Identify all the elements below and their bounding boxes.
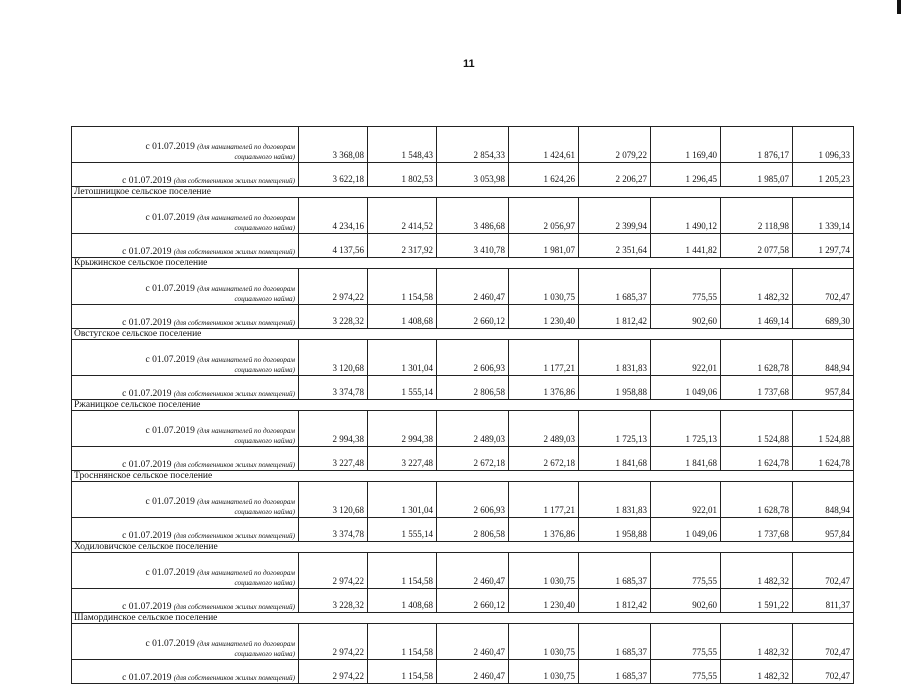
tariff-value-cell: 2 974,22 <box>299 624 368 660</box>
tariff-value-cell: 957,84 <box>793 518 854 542</box>
tariff-value-cell: 1 812,42 <box>579 305 651 329</box>
tariff-value-cell: 1 049,06 <box>651 518 721 542</box>
owner-row-label <box>72 518 299 542</box>
tariff-value-cell: 922,01 <box>651 482 721 518</box>
tariff-value-cell: 1 154,58 <box>368 553 437 589</box>
owner-row-label <box>72 589 299 613</box>
tariff-value-cell: 1 030,75 <box>509 553 579 589</box>
tariff-value-cell: 702,47 <box>793 269 854 305</box>
label-line-1 <box>75 141 295 152</box>
tariff-value-cell: 2 489,03 <box>437 411 509 447</box>
settlement-name: Тросннянское сельское поселение <box>72 471 854 482</box>
tariff-value-cell: 775,55 <box>651 624 721 660</box>
tariff-value-cell: 1 169,40 <box>651 127 721 163</box>
tariff-value-cell: 702,47 <box>793 624 854 660</box>
label-line-1 <box>75 212 295 223</box>
tariff-value-cell: 2 606,93 <box>437 482 509 518</box>
tariff-value-cell: 2 806,58 <box>437 518 509 542</box>
tariff-value-cell: 2 672,18 <box>437 447 509 471</box>
tariff-value-cell: 3 228,32 <box>299 305 368 329</box>
label-line-1 <box>75 354 295 365</box>
tariff-value-cell: 1 030,75 <box>509 269 579 305</box>
label-line-1 <box>75 496 295 507</box>
tariff-value-cell: 1 524,88 <box>721 411 793 447</box>
rent-note-line-2: социального найма) <box>234 579 295 587</box>
rent-note-line-1: (для нанимателей по договорам <box>197 285 295 293</box>
tariff-row-tenants <box>72 127 854 163</box>
tariff-value-cell: 1 591,22 <box>721 589 793 613</box>
tariff-value-cell: 957,84 <box>793 376 854 400</box>
tariff-value-cell: 2 399,94 <box>579 198 651 234</box>
tariff-value-cell: 702,47 <box>793 660 854 684</box>
tariff-row-tenants <box>72 411 854 447</box>
settlement-name: Летошницкое сельское поселение <box>72 187 854 198</box>
date-label: с 01.07.2019 <box>122 460 172 470</box>
rent-row-label <box>72 198 299 234</box>
tariff-value-cell: 1 685,37 <box>579 553 651 589</box>
date-label: с 01.07.2019 <box>122 389 172 399</box>
rent-note-line-2: социального найма) <box>234 224 295 232</box>
tariff-value-cell: 1 376,86 <box>509 376 579 400</box>
tariff-value-cell: 2 660,12 <box>437 589 509 613</box>
tariff-value-cell: 1 482,32 <box>721 624 793 660</box>
date-label: с 01.07.2019 <box>145 639 195 649</box>
tariff-value-cell: 1 876,17 <box>721 127 793 163</box>
label-line-1 <box>75 567 295 578</box>
owner-row-label <box>72 163 299 187</box>
tariff-value-cell: 1 841,68 <box>651 447 721 471</box>
owner-note: (для собственников жилых помещений) <box>173 532 295 540</box>
label-line-1 <box>75 425 295 436</box>
tariff-row-tenants <box>72 198 854 234</box>
tariff-row-owners <box>72 447 854 471</box>
tariff-value-cell: 1 154,58 <box>368 660 437 684</box>
tariff-value-cell: 1 030,75 <box>509 624 579 660</box>
tariff-value-cell: 2 118,98 <box>721 198 793 234</box>
tariff-row-owners <box>72 589 854 613</box>
tariff-value-cell: 2 056,97 <box>509 198 579 234</box>
tariff-value-cell: 3 053,98 <box>437 163 509 187</box>
tariff-value-cell: 1 555,14 <box>368 376 437 400</box>
tariff-value-cell: 1 685,37 <box>579 269 651 305</box>
tariff-value-cell: 2 994,38 <box>299 411 368 447</box>
settlement-name: Овстугское сельское поселение <box>72 329 854 340</box>
tariff-value-cell: 1 424,61 <box>509 127 579 163</box>
tariff-value-cell: 3 622,18 <box>299 163 368 187</box>
tariff-value-cell: 1 737,68 <box>721 376 793 400</box>
tariff-value-cell: 1 555,14 <box>368 518 437 542</box>
tariff-value-cell: 689,30 <box>793 305 854 329</box>
tariff-value-cell: 3 368,08 <box>299 127 368 163</box>
tariff-row-tenants <box>72 269 854 305</box>
owner-note: (для собственников жилых помещений) <box>173 603 295 611</box>
tariff-value-cell: 1 482,32 <box>721 269 793 305</box>
tariff-value-cell: 2 206,27 <box>579 163 651 187</box>
tariff-row-owners <box>72 305 854 329</box>
owner-note: (для собственников жилых помещений) <box>173 390 295 398</box>
rent-row-label <box>72 553 299 589</box>
settlement-name: Ржаницкое сельское поселение <box>72 400 854 411</box>
tariff-value-cell: 1 725,13 <box>579 411 651 447</box>
tariff-value-cell: 1 831,83 <box>579 340 651 376</box>
tariff-value-cell: 1 985,07 <box>721 163 793 187</box>
tariff-value-cell: 902,60 <box>651 305 721 329</box>
tariff-value-cell: 2 460,47 <box>437 624 509 660</box>
tariff-value-cell: 1 030,75 <box>509 660 579 684</box>
tariff-value-cell: 3 120,68 <box>299 482 368 518</box>
date-label: с 01.07.2019 <box>145 568 195 578</box>
tariff-value-cell: 1 339,14 <box>793 198 854 234</box>
tariff-value-cell: 1 490,12 <box>651 198 721 234</box>
owner-note: (для собственников жилых помещений) <box>173 674 295 682</box>
settlement-name: Ходиловичское сельское поселение <box>72 542 854 553</box>
tariff-value-cell: 1 482,32 <box>721 660 793 684</box>
owner-note: (для собственников жилых помещений) <box>173 461 295 469</box>
date-label: с 01.07.2019 <box>145 426 195 436</box>
tariff-value-cell: 3 410,78 <box>437 234 509 258</box>
tariff-value-cell: 1 205,23 <box>793 163 854 187</box>
tariff-value-cell: 1 802,53 <box>368 163 437 187</box>
tariff-value-cell: 1 408,68 <box>368 305 437 329</box>
tariff-value-cell: 3 120,68 <box>299 340 368 376</box>
tariff-value-cell: 2 351,64 <box>579 234 651 258</box>
tariff-value-cell: 2 806,58 <box>437 376 509 400</box>
scan-edge-mark <box>897 0 901 14</box>
tariff-value-cell: 2 460,47 <box>437 660 509 684</box>
rent-note-line-1: (для нанимателей по договорам <box>197 214 295 222</box>
tariff-value-cell: 1 049,06 <box>651 376 721 400</box>
tariff-value-cell: 1 154,58 <box>368 624 437 660</box>
owner-row-label <box>72 376 299 400</box>
tariff-value-cell: 1 408,68 <box>368 589 437 613</box>
tariff-value-cell: 775,55 <box>651 660 721 684</box>
owner-row-label <box>72 660 299 684</box>
tariff-value-cell: 702,47 <box>793 553 854 589</box>
tariff-value-cell: 1 548,43 <box>368 127 437 163</box>
rent-note-line-1: (для нанимателей по договорам <box>197 498 295 506</box>
tariff-value-cell: 1 958,88 <box>579 518 651 542</box>
tariff-value-cell: 2 414,52 <box>368 198 437 234</box>
date-label: с 01.07.2019 <box>122 247 172 257</box>
tariff-value-cell: 4 234,16 <box>299 198 368 234</box>
tariff-value-cell: 3 227,48 <box>299 447 368 471</box>
tariff-value-cell: 1 177,21 <box>509 482 579 518</box>
tariff-value-cell: 1 469,14 <box>721 305 793 329</box>
rent-note-line-2: социального найма) <box>234 366 295 374</box>
tariff-value-cell: 1 831,83 <box>579 482 651 518</box>
date-label: с 01.07.2019 <box>145 142 195 152</box>
settlement-name: Крыжинское сельское поселение <box>72 258 854 269</box>
tariff-value-cell: 1 981,07 <box>509 234 579 258</box>
tariff-row-owners <box>72 376 854 400</box>
tariff-value-cell: 2 854,33 <box>437 127 509 163</box>
tariff-value-cell: 1 376,86 <box>509 518 579 542</box>
tariff-value-cell: 3 227,48 <box>368 447 437 471</box>
date-label: с 01.07.2019 <box>145 284 195 294</box>
rent-note-line-2: социального найма) <box>234 437 295 445</box>
tariff-value-cell: 2 317,92 <box>368 234 437 258</box>
tariff-value-cell: 3 374,78 <box>299 376 368 400</box>
tariff-value-cell: 3 374,78 <box>299 518 368 542</box>
settlement-header-row <box>72 613 854 624</box>
tariff-value-cell: 848,94 <box>793 340 854 376</box>
tariff-row-owners <box>72 163 854 187</box>
table-body <box>72 127 854 684</box>
tariff-value-cell: 1 624,78 <box>721 447 793 471</box>
tariff-value-cell: 1 958,88 <box>579 376 651 400</box>
tariff-value-cell: 1 441,82 <box>651 234 721 258</box>
tariff-value-cell: 1 230,40 <box>509 589 579 613</box>
owner-note: (для собственников жилых помещений) <box>173 177 295 185</box>
settlement-header-row <box>72 400 854 411</box>
rent-row-label <box>72 269 299 305</box>
tariff-value-cell: 1 624,26 <box>509 163 579 187</box>
tariff-value-cell: 1 628,78 <box>721 340 793 376</box>
tariff-value-cell: 2 079,22 <box>579 127 651 163</box>
page-number: 11 <box>463 58 475 70</box>
rent-note-line-2: социального найма) <box>234 650 295 658</box>
tariff-value-cell: 1 154,58 <box>368 269 437 305</box>
settlement-header-row <box>72 187 854 198</box>
rent-note-line-2: социального найма) <box>234 295 295 303</box>
settlement-header-row <box>72 471 854 482</box>
tariff-value-cell: 3 228,32 <box>299 589 368 613</box>
tariff-value-cell: 2 974,22 <box>299 269 368 305</box>
rent-row-label <box>72 411 299 447</box>
tariff-value-cell: 1 841,68 <box>579 447 651 471</box>
date-label: с 01.07.2019 <box>145 497 195 507</box>
tariff-value-cell: 775,55 <box>651 269 721 305</box>
tariff-value-cell: 1 482,32 <box>721 553 793 589</box>
rent-note-line-1: (для нанимателей по договорам <box>197 143 295 151</box>
tariff-value-cell: 2 077,58 <box>721 234 793 258</box>
tariff-value-cell: 1 230,40 <box>509 305 579 329</box>
tariff-value-cell: 2 994,38 <box>368 411 437 447</box>
settlement-header-row <box>72 329 854 340</box>
tariff-value-cell: 1 812,42 <box>579 589 651 613</box>
tariff-value-cell: 2 660,12 <box>437 305 509 329</box>
tariff-row-tenants <box>72 553 854 589</box>
date-label: с 01.07.2019 <box>122 318 172 328</box>
tariff-row-tenants <box>72 624 854 660</box>
tariff-value-cell: 922,01 <box>651 340 721 376</box>
tariff-value-cell: 3 486,68 <box>437 198 509 234</box>
rent-row-label <box>72 624 299 660</box>
tariff-value-cell: 2 974,22 <box>299 553 368 589</box>
tariff-value-cell: 1 737,68 <box>721 518 793 542</box>
tariff-value-cell: 1 524,88 <box>793 411 854 447</box>
rent-note-line-2: социального найма) <box>234 153 295 161</box>
settlement-header-row <box>72 542 854 553</box>
rent-note-line-2: социального найма) <box>234 508 295 516</box>
rent-note-line-1: (для нанимателей по договорам <box>197 356 295 364</box>
date-label: с 01.07.2019 <box>122 176 172 186</box>
date-label: с 01.07.2019 <box>122 602 172 612</box>
tariff-row-tenants <box>72 340 854 376</box>
owner-row-label <box>72 447 299 471</box>
tariff-value-cell: 2 606,93 <box>437 340 509 376</box>
tariff-value-cell: 1 725,13 <box>651 411 721 447</box>
date-label: с 01.07.2019 <box>122 531 172 541</box>
tariff-value-cell: 1 177,21 <box>509 340 579 376</box>
date-label: с 01.07.2019 <box>145 355 195 365</box>
tariff-value-cell: 1 685,37 <box>579 660 651 684</box>
tariff-value-cell: 2 489,03 <box>509 411 579 447</box>
tariff-row-owners <box>72 234 854 258</box>
tariff-value-cell: 902,60 <box>651 589 721 613</box>
owner-note: (для собственников жилых помещений) <box>173 248 295 256</box>
owner-row-label <box>72 305 299 329</box>
tariff-table <box>71 126 854 684</box>
tariff-value-cell: 1 297,74 <box>793 234 854 258</box>
tariff-value-cell: 2 460,47 <box>437 269 509 305</box>
tariff-value-cell: 2 672,18 <box>509 447 579 471</box>
tariff-row-owners <box>72 518 854 542</box>
tariff-value-cell: 1 624,78 <box>793 447 854 471</box>
tariff-value-cell: 811,37 <box>793 589 854 613</box>
tariff-row-tenants <box>72 482 854 518</box>
rent-row-label <box>72 482 299 518</box>
rent-row-label <box>72 340 299 376</box>
owner-note: (для собственников жилых помещений) <box>173 319 295 327</box>
tariff-value-cell: 1 628,78 <box>721 482 793 518</box>
date-label: с 01.07.2019 <box>122 673 172 683</box>
tariff-value-cell: 775,55 <box>651 553 721 589</box>
label-line-1 <box>75 283 295 294</box>
tariff-value-cell: 2 460,47 <box>437 553 509 589</box>
rent-note-line-1: (для нанимателей по договорам <box>197 569 295 577</box>
settlement-header-row <box>72 258 854 269</box>
tariff-value-cell: 848,94 <box>793 482 854 518</box>
tariff-row-owners <box>72 660 854 684</box>
tariff-value-cell: 1 296,45 <box>651 163 721 187</box>
rent-note-line-1: (для нанимателей по договорам <box>197 640 295 648</box>
tariff-value-cell: 4 137,56 <box>299 234 368 258</box>
date-label: с 01.07.2019 <box>145 213 195 223</box>
tariff-value-cell: 1 685,37 <box>579 624 651 660</box>
tariff-value-cell: 1 096,33 <box>793 127 854 163</box>
owner-row-label <box>72 234 299 258</box>
rent-row-label <box>72 127 299 163</box>
rent-note-line-1: (для нанимателей по договорам <box>197 427 295 435</box>
tariff-value-cell: 1 301,04 <box>368 482 437 518</box>
settlement-name: Шамординское сельское поселение <box>72 613 854 624</box>
tariff-value-cell: 1 301,04 <box>368 340 437 376</box>
tariff-value-cell: 2 974,22 <box>299 660 368 684</box>
